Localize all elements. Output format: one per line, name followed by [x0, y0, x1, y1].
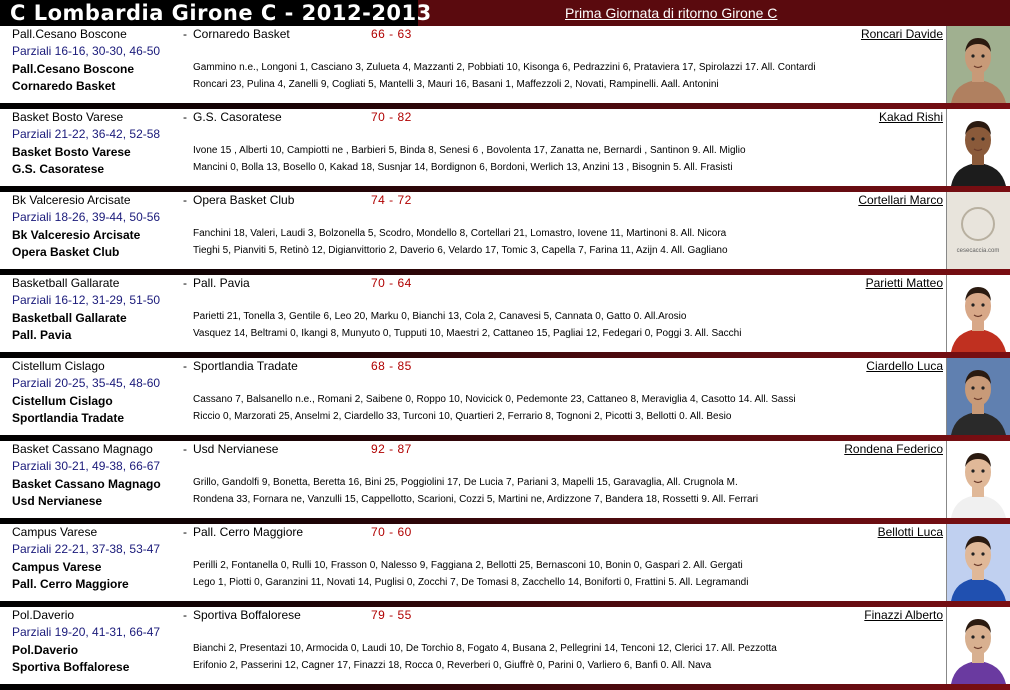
mvp-link[interactable]: Ciardello Luca	[866, 359, 943, 373]
team-separator: -	[183, 442, 187, 456]
partial-scores: Parziali 30-21, 49-38, 66-67	[12, 459, 161, 473]
home-team-label: Pall.Cesano Boscone	[12, 62, 135, 76]
mvp-link[interactable]: Finazzi Alberto	[864, 608, 943, 622]
player-photo	[946, 275, 1010, 352]
final-score: 68 - 85	[371, 359, 412, 373]
page-title: C Lombardia Girone C - 2012-2013	[10, 1, 432, 25]
mvp-link[interactable]: Cortellari Marco	[858, 193, 943, 207]
team-separator: -	[183, 276, 187, 290]
home-team-label: Cistellum Cislago	[12, 394, 113, 408]
partial-scores: Parziali 22-21, 37-38, 53-47	[12, 542, 161, 556]
partial-scores: Parziali 16-16, 30-30, 46-50	[12, 44, 161, 58]
away-players: Rondena 33, Fornara ne, Vanzulli 15, Cappellotto, Scarioni, Cozzi 5, Martini ne, Ardizzone 7, Bandera 18, Rossetti 9. All. Ferrari	[193, 494, 759, 505]
mvp-link[interactable]: Parietti Matteo	[865, 276, 943, 290]
home-team-label: Pol.Daverio	[12, 643, 79, 657]
team-separator: -	[183, 525, 187, 539]
final-score: 79 - 55	[371, 608, 412, 622]
team-separator: -	[183, 27, 187, 41]
player-photo	[946, 109, 1010, 186]
home-team-name: Pol.Daverio	[12, 608, 75, 622]
away-team-label: Opera Basket Club	[12, 245, 120, 259]
team-separator: -	[183, 608, 187, 622]
partial-scores: Parziali 20-25, 35-45, 48-60	[12, 376, 161, 390]
away-team-name: Sportlandia Tradate	[193, 359, 298, 373]
player-photo	[946, 26, 1010, 103]
home-team-name: Basketball Gallarate	[12, 276, 120, 290]
mvp-link[interactable]: Kakad Rishi	[878, 110, 943, 124]
final-score: 70 - 82	[371, 110, 412, 124]
home-team-label: Basket Bosto Varese	[12, 145, 131, 159]
away-team-name: Sportiva Boffalorese	[193, 608, 301, 622]
final-score: 70 - 64	[371, 276, 412, 290]
away-players: Roncari 23, Pulina 4, Zanelli 9, Cogliati 5, Mantelli 3, Mauri 16, Basani 1, Maffezzoli 2, Novati, Rampinelli. Aall. Antonini	[193, 79, 719, 90]
player-photo	[946, 607, 1010, 684]
home-players: Grillo, Gandolfi 9, Bonetta, Beretta 16, Bini 25, Poggiolini 17, De Lucia 7, Pariani 3, Mapelli 15, Garavaglia, All. Crugnola M.	[193, 477, 738, 488]
home-team-name: Cistellum Cislago	[12, 359, 105, 373]
team-separator: -	[183, 193, 187, 207]
home-players: Ivone 15 , Alberti 10, Campiotti ne , Barbieri 5, Binda 8, Senesi 6 , Bovolenta 17, Zanatta ne, Bernardi , Santinon 9. All. Miglio	[193, 145, 746, 156]
game-row	[0, 26, 1010, 103]
home-players: Cassano 7, Balsanello n.e., Romani 2, Saibene 0, Roppo 10, Novicick 0, Pedemonte 23, Cattaneo 8, Meraviglia 4, Casotto 14. All. Sassi	[193, 394, 796, 405]
away-players: Vasquez 14, Beltrami 0, Ikangi 8, Munyuto 0, Tupputi 10, Maestri 2, Cattaneo 15, Pagliai 12, Fedegari 0, Poggi 3. All. Sacchi	[193, 328, 742, 339]
away-team-label: Pall. Cerro Maggiore	[12, 577, 129, 591]
away-team-label: Cornaredo Basket	[12, 79, 116, 93]
home-team-name: Campus Varese	[12, 525, 98, 539]
away-team-name: Pall. Pavia	[193, 276, 250, 290]
final-score: 66 - 63	[371, 27, 412, 41]
game-row	[0, 109, 1010, 186]
game-row	[0, 607, 1010, 684]
game-row	[0, 192, 1010, 269]
away-team-name: Cornaredo Basket	[193, 27, 290, 41]
away-players: Erifonio 2, Passerini 12, Cagner 17, Finazzi 18, Rocca 0, Reverberi 0, Giuffrè 0, Parini 0, Varliero 6, Banfi 0. All. Nava	[193, 660, 712, 671]
row-divider	[0, 684, 1010, 690]
final-score: 92 - 87	[371, 442, 412, 456]
home-team-label: Bk Valceresio Arcisate	[12, 228, 141, 242]
away-team-label: Sportlandia Tradate	[12, 411, 125, 425]
away-team-label: Sportiva Boffalorese	[12, 660, 130, 674]
mvp-link[interactable]: Bellotti Luca	[877, 525, 943, 539]
away-team-label: Pall. Pavia	[12, 328, 72, 342]
team-separator: -	[183, 110, 187, 124]
partial-scores: Parziali 16-12, 31-29, 51-50	[12, 293, 161, 307]
round-link[interactable]: Prima Giornata di ritorno Girone C	[565, 5, 778, 21]
away-team-name: G.S. Casoratese	[193, 110, 282, 124]
away-team-name: Usd Nervianese	[193, 442, 279, 456]
photo-watermark-text: cesecaccia.com	[956, 248, 1000, 254]
home-team-label: Campus Varese	[12, 560, 102, 574]
game-row	[0, 441, 1010, 518]
home-players: Gammino n.e., Longoni 1, Casciano 3, Zulueta 4, Mazzanti 2, Pobbiati 10, Kisonga 6, Pedrazzini 6, Prataviera 17, Spirolazzi 17. All. Contardi	[193, 62, 816, 73]
away-team-label: Usd Nervianese	[12, 494, 103, 508]
player-photo	[946, 524, 1010, 601]
mvp-link[interactable]: Rondena Federico	[844, 442, 943, 456]
home-players: Bianchi 2, Presentazi 10, Armocida 0, Laudi 10, De Torchio 8, Fogato 4, Busana 2, Pellegrini 14, Tenconi 12, Clerici 17. All. Pezzotta	[193, 643, 777, 654]
partial-scores: Parziali 21-22, 36-42, 52-58	[12, 127, 161, 141]
away-players: Tieghi 5, Pianviti 5, Retinò 12, Digianvittorio 2, Daverio 6, Velardo 17, Tomic 3, Capella 7, Farina 11, Azijn 4. All. Gagliano	[193, 245, 728, 256]
away-team-name: Pall. Cerro Maggiore	[193, 525, 304, 539]
home-team-name: Pall.Cesano Boscone	[12, 27, 127, 41]
final-score: 74 - 72	[371, 193, 412, 207]
away-players: Riccio 0, Marzorati 25, Anselmi 2, Ciardello 33, Turconi 10, Quartieri 2, Ferrario 8, Tognoni 2, Picotti 3, Bellotti 0. All. Besio	[193, 411, 732, 422]
mvp-link[interactable]: Roncari Davide	[860, 27, 943, 41]
home-players: Fanchini 18, Valeri, Laudi 3, Bolzonella 5, Scodro, Mondello 8, Cortellari 21, Lomastro, Iovene 11, Martinoni 8. All. Nicora	[193, 228, 727, 239]
game-row	[0, 524, 1010, 601]
placeholder-photo	[946, 192, 1010, 269]
home-players: Perilli 2, Fontanella 0, Rulli 10, Frasson 0, Nalesso 9, Faggiana 2, Bellotti 25, Bernasconi 10, Bonin 0, Gaspari 2. All. Gergati	[193, 560, 743, 571]
final-score: 70 - 60	[371, 525, 412, 539]
team-separator: -	[183, 359, 187, 373]
home-team-name: Basket Cassano Magnago	[12, 442, 153, 456]
home-players: Parietti 21, Tonella 3, Gentile 6, Leo 20, Marku 0, Bianchi 13, Cola 2, Canavesi 5, Cannata 0, Gatto 0. All.Arosio	[193, 311, 687, 322]
away-players: Lego 1, Piotti 0, Garanzini 11, Novati 14, Puglisi 0, Zocchi 7, De Tomasi 8, Zacchello 14, Boniforti 0, Frattini 5. All. Legramandi	[193, 577, 749, 588]
away-team-name: Opera Basket Club	[193, 193, 295, 207]
away-players: Mancini 0, Bolla 13, Bosello 0, Kakad 18, Susnjar 14, Bordignon 6, Bordoni, Werlich 13, Anzini 13 , Bisognin 5. All. Frasisti	[193, 162, 733, 173]
game-row	[0, 275, 1010, 352]
home-team-name: Basket Bosto Varese	[12, 110, 124, 124]
home-team-name: Bk Valceresio Arcisate	[12, 193, 131, 207]
partial-scores: Parziali 19-20, 41-31, 66-47	[12, 625, 161, 639]
header-bar	[0, 0, 1010, 26]
partial-scores: Parziali 18-26, 39-44, 50-56	[12, 210, 161, 224]
game-row	[0, 358, 1010, 435]
home-team-label: Basket Cassano Magnago	[12, 477, 161, 491]
home-team-label: Basketball Gallarate	[12, 311, 127, 325]
player-photo	[946, 358, 1010, 435]
away-team-label: G.S. Casoratese	[12, 162, 105, 176]
player-photo	[946, 441, 1010, 518]
